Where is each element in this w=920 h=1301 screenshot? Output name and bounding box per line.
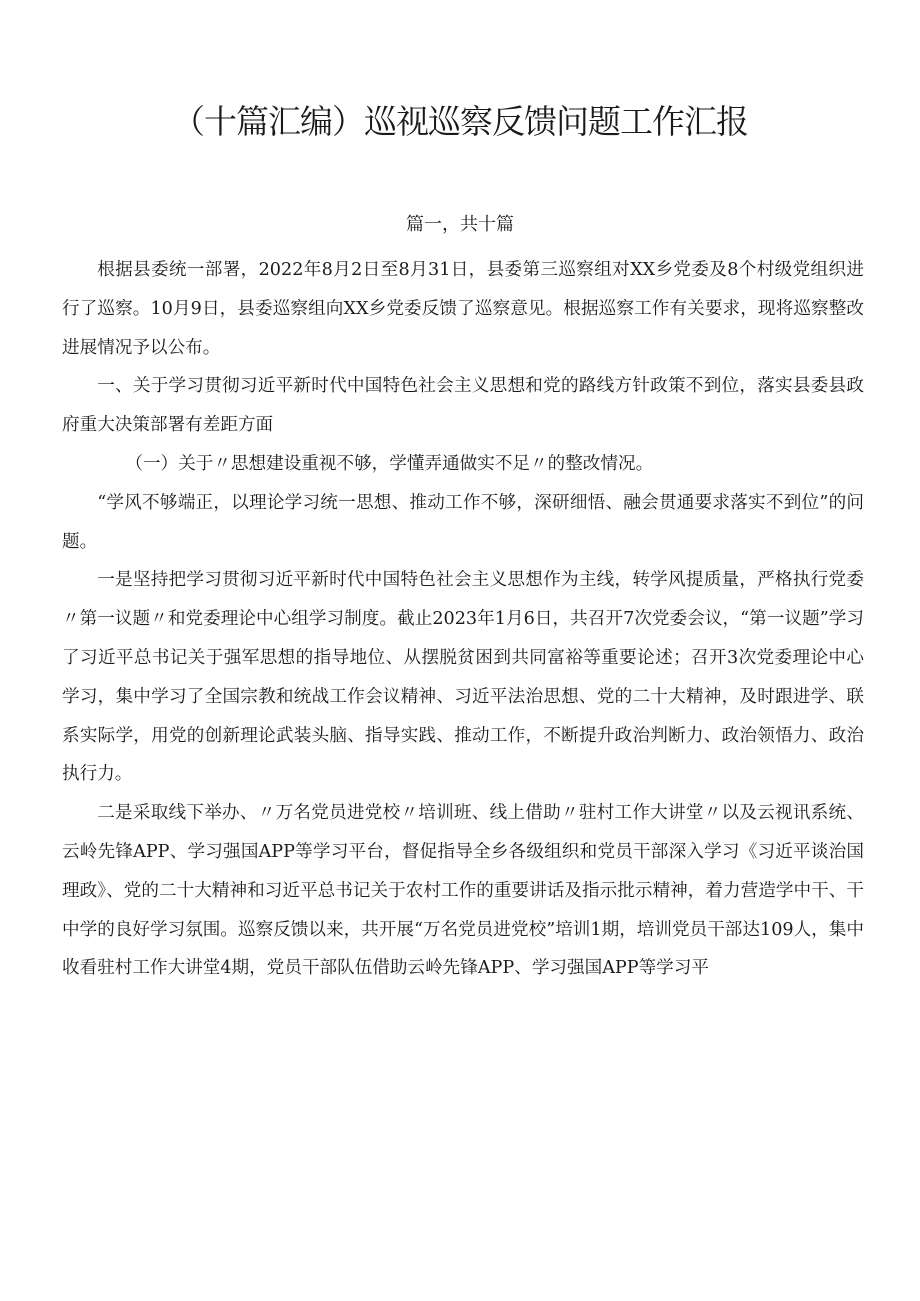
document-title: （十篇汇编）巡视巡察反馈问题工作汇报 [172,102,748,141]
document-body [62,251,864,988]
paragraph-measure-2: 二是采取线下举办、〃万名党员进党校〃培训班、线上借助〃驻村工作大讲堂〃以及云视讯系统、云岭先锋APP、学习强国APP等学习平台，督促指导全乡各级组织和党员干部深入学习《习近平谈治国理政》、党的二十大精神和习近平总书记关于农村工作的重要讲话及指示批示精神，着力营造学中干、干中学的良好学习氛围。巡察反馈以来，共开展“万名党员进党校”培训1期，培训党员干部达109人，集中收看驻村工作大讲堂4期，党员干部队伍借助云岭先锋APP、学习强国APP等学习平 [62,803,864,979]
paragraph-issue: “学风不够端正，以理论学习统一思想、推动工作不够，深研细悟、融会贯通要求落实不到位”的问题。 [62,492,864,552]
paragraph-measure-1: 一是坚持把学习贯彻习近平新时代中国特色社会主义思想作为主线，转学风提质量，严格执行党委〃第一议题〃和党委理论中心组学习制度。截止2023年1月6日，共召开7次党委会议，“第一议题”学习了习近平总书记关于强军思想的指导地位、从摆脱贫困到共同富裕等重要论述；召开3次党委理论中心学习，集中学习了全国宗教和统战工作会议精神、习近平法治思想、党的二十大精神，及时跟进学、联系实际学，用党的创新理论武装头脑、指导实践、推动工作，不断提升政治判断力、政治领悟力、政治执行力。 [62,570,864,785]
section-subtitle: 篇一，共十篇 [406,214,514,235]
paragraph-subheading-1: （一）关于〃思想建设重视不够，学懂弄通做实不足〃的整改情况。 [125,453,654,474]
paragraph-heading-1: 一、关于学习贯彻习近平新时代中国特色社会主义思想和党的路线方针政策不到位，落实县委县政府重大决策部署有差距方面 [62,376,864,436]
paragraph-intro: 根据县委统一部署，2022年8月2日至8月31日，县委第三巡察组对XX乡党委及8个村级党组织进行了巡察。10月9日，县委巡察组向XX乡党委反馈了巡察意见。根据巡察工作有关要求，现将巡察整改进展情况予以公布。 [62,260,864,358]
